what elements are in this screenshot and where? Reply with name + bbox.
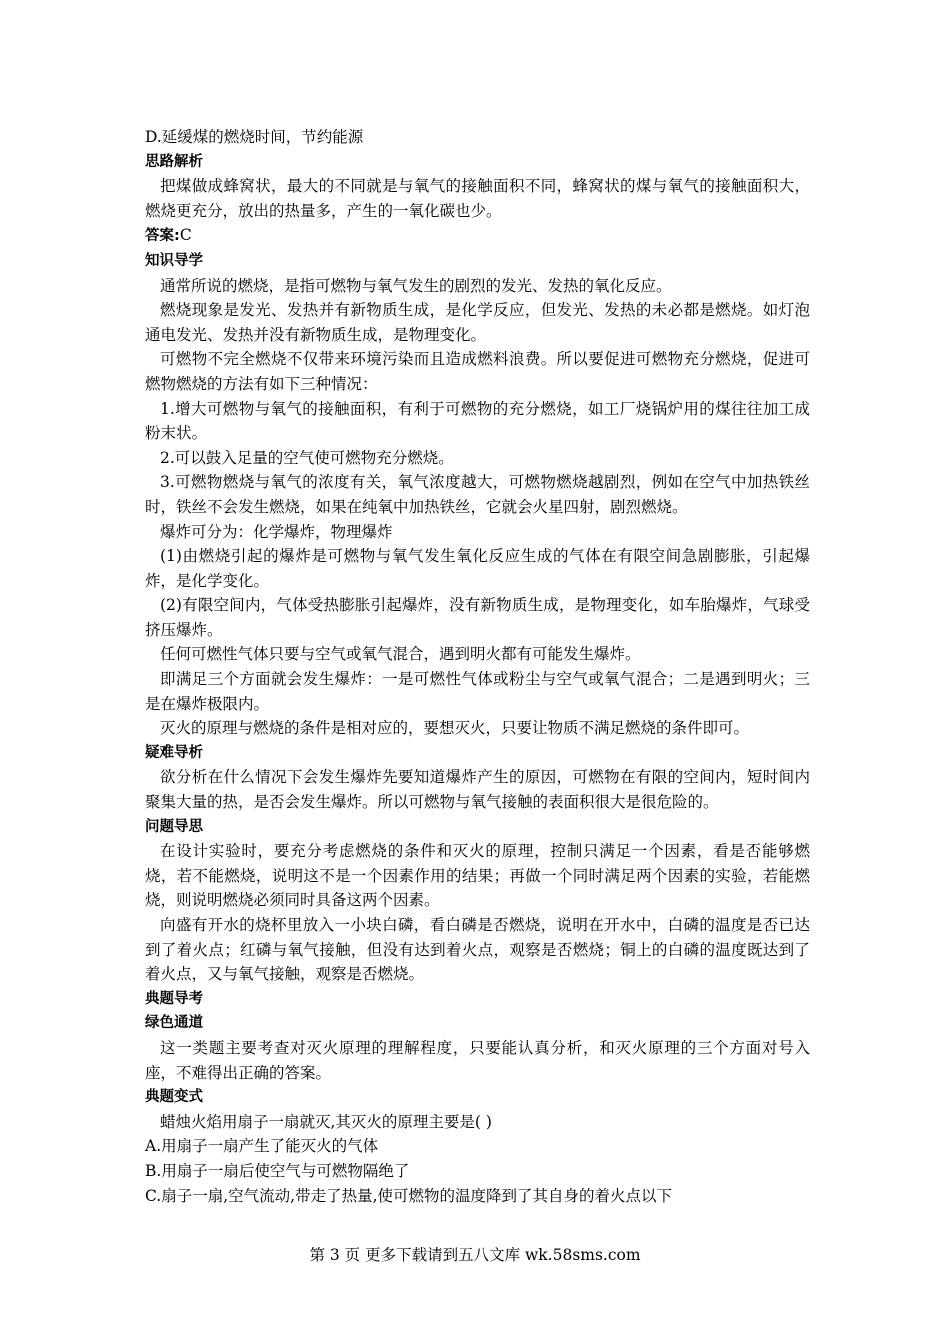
heading-wenti-daosi: 问题导思 <box>145 818 203 835</box>
method-item-2: 2.可以鼓入足量的空气使可燃物充分燃烧。 <box>160 448 454 467</box>
paragraph-zhishi-3: 可燃物不完全燃烧不仅带来环境污染而且造成燃料浪费。所以要促进可燃物充分燃烧，促进可燃物燃烧的方法有如下三种情况： <box>145 350 810 393</box>
heading-dianti-bianshi: 典题变式 <box>145 1089 203 1106</box>
paragraph-explode-3: 任何可燃性气体只要与空气或氧气混合，遇到明火都有可能发生爆炸。 <box>160 645 641 664</box>
method-item-1: 1.增大可燃物与氧气的接触面积，有利于可燃物的充分燃烧，如工厂烧锅炉用的煤往往加工成粉末状。 <box>145 399 810 443</box>
option-a: A.用扇子一扇产生了能灭火的气体 <box>145 1137 379 1156</box>
answer-label: 答案: <box>145 228 180 245</box>
paragraph-wenti-2: 向盛有开水的烧杯里放入一小块白磷，看白磷是否燃烧，说明在开水中，白磷的温度是否已达到了着火点；红磷与氧气接触，但没有达到着火点，观察是否燃烧；铜上的白磷的温度既达到了着火点，又与氧气接触，观察是否燃烧。 <box>145 916 810 984</box>
paragraph-wenti-1: 在设计实验时，要充分考虑燃烧的条件和灭火的原理，控制只满足一个因素，看是否能够燃烧，若不能燃烧，说明这不是一个因素作用的结果；再做一个同时满足两个因素的实验，若能燃烧，则说明燃烧必须同时具备这两个因素。 <box>145 842 810 910</box>
explode-item-2: (2)有限空间内，气体受热膨胀引起爆炸，没有新物质生成，是物理变化，如车胎爆炸，气球受挤压爆炸。 <box>145 596 810 639</box>
paragraph-explode-4: 即满足三个方面就会发生爆炸：一是可燃性气体或粉尘与空气或氧气混合；二是遇到明火；三是在爆炸极限内。 <box>145 670 810 713</box>
explode-item-1: (1)由燃烧引起的爆炸是可燃物与氧气发生氧化反应生成的气体在有限空间急剧膨胀，引起爆炸，是化学变化。 <box>145 547 810 590</box>
heading-silu-jiexi: 思路解析 <box>145 153 203 170</box>
paragraph-yinan: 欲分析在什么情况下会发生爆炸先要知道爆炸产生的原因，可燃物在有限的空间内，短时间内聚集大量的热，是否会发生爆炸。所以可燃物与氧气接触的表面积很大是很危险的。 <box>145 768 810 812</box>
paragraph-zhishi-1: 通常所说的燃烧，是指可燃物与氧气发生的剧烈的发光、发热的氧化反应。 <box>160 276 672 295</box>
heading-zhishi-daoxue: 知识导学 <box>145 252 203 269</box>
paragraph-explode-5: 灭火的原理与燃烧的条件是相对应的，要想灭火，只要让物质不满足燃烧的条件即可。 <box>160 719 750 738</box>
answer-line <box>145 223 810 249</box>
answer-value: C <box>179 226 192 245</box>
heading-yinan-daoxi: 疑难导析 <box>145 744 203 761</box>
option-d: D.延缓煤的燃烧时间，节约能源 <box>145 128 364 146</box>
option-c: C.扇子一扇,空气流动,带走了热量,使可燃物的温度降到了其自身的着火点以下 <box>145 1186 673 1205</box>
paragraph-silu: 把煤做成蜂窝状，最大的不同就是与氧气的接触面积不同，蜂窝状的煤与氧气的接触面积大，燃烧更充分，放出的热量多，产生的一氧化碳也少。 <box>145 177 810 220</box>
question-text: 蜡烛火焰用扇子一扇就灭,其灭火的原理主要是( ) <box>160 1112 492 1131</box>
page-footer: 第 3 页 更多下载请到五八文库 wk.58sms.com <box>309 1246 641 1264</box>
option-b: B.用扇子一扇后使空气与可燃物隔绝了 <box>145 1161 410 1180</box>
method-item-3: 3.可燃物燃烧与氧气的浓度有关，氧气浓度越大，可燃物燃烧越剧烈，例如在空气中加热铁丝时，铁丝不会发生燃烧，如果在纯氧中加热铁丝，它就会火星四射，剧烈燃烧。 <box>145 473 810 516</box>
paragraph-lvse: 这一类题主要考查对灭火原理的理解程度，只要能认真分析，和灭火原理的三个方面对号入座，不难得出正确的答案。 <box>145 1038 810 1082</box>
paragraph-explode-intro: 爆炸可分为：化学爆炸，物理爆炸 <box>160 522 393 541</box>
document-body <box>145 125 810 1208</box>
paragraph-zhishi-2: 燃烧现象是发光、发热并有新物质生成，是化学反应，但发光、发热的未必都是燃烧。如灯泡通电发光、发热并没有新物质生成，是物理变化。 <box>145 301 810 344</box>
heading-dianti-daokao: 典题导考 <box>145 990 203 1007</box>
heading-lvse-tongdao: 绿色通道 <box>145 1015 203 1032</box>
